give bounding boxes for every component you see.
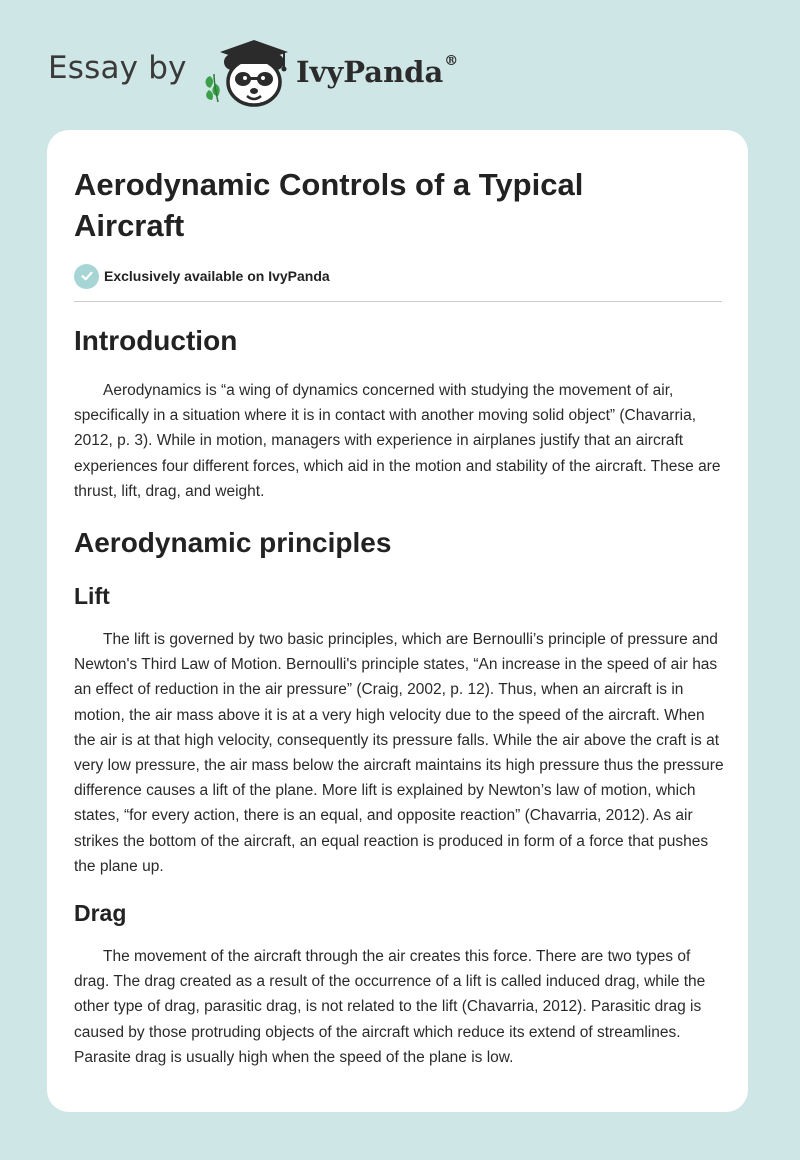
divider — [74, 301, 722, 302]
registered-mark: ® — [444, 53, 459, 70]
check-circle-icon — [74, 264, 99, 289]
exclusive-label: Exclusively available on IvyPanda — [104, 268, 330, 284]
section-heading-introduction: Introduction — [74, 325, 238, 356]
subsection-heading-lift: Lift — [74, 583, 110, 610]
panda-graduate-logo-icon[interactable] — [200, 36, 292, 108]
ivy-leaf-icon — [206, 74, 220, 102]
paragraph-introduction: Aerodynamics is “a wing of dynamics concerned with studying the movement of air, specifically in a situation where it is in contact with another moving solid object” (Chavarria, 2012, p. 3). While in motion, managers with experience in airplanes justify that an aircraft experiences four different forces, which aid in the motion and stability of the aircraft. These are thrust, lift, drag, and weight. — [74, 382, 721, 500]
subsection-heading-drag: Drag — [74, 900, 127, 927]
site-header — [0, 0, 800, 130]
paragraph-lift: The lift is governed by two basic principles, which are Bernoulli’s principle of pressure and Newton's Third Law of Motion. Bernoulli's principle states, “An increase in the speed of air has an effect of reduction in the air pressure” (Craig, 2002, p. 12). Thus, when an aircraft is in motion, the air mass above it is at a very high velocity due to the speed of the aircraft. When the air is at that high velocity, consequently its pressure falls. While the air above the craft is at very low pressure, the air mass below the aircraft maintains its high pressure thus the pressure difference causes a lift of the plane. More lift is explained by Newton’s law of motion, which states, “for every action, there is an equal, and opposite reaction” (Chavarria, 2012). As air strikes the bottom of the aircraft, an equal reaction is produced in form of a force that pushes the plane up. — [74, 631, 724, 875]
brand-name[interactable] — [296, 55, 458, 89]
page-title: Aerodynamic Controls of a Typical Aircraft — [74, 167, 584, 243]
brand-prefix: Essay by — [48, 50, 187, 86]
essay-card — [47, 130, 748, 1112]
section-heading-aerodynamic-principles: Aerodynamic principles — [74, 527, 392, 559]
exclusive-badge — [74, 263, 722, 289]
brand-name-text: IvyPanda — [296, 55, 444, 89]
paragraph-drag: The movement of the aircraft through the air creates this force. There are two types of drag. The drag created as a result of the occurrence of a lift is called induced drag, while the other type of drag, parasitic drag, is not related to the lift (Chavarria, 2012). Parasitic drag is caused by those protruding objects of the aircraft which reduce its extend of streamlines. Parasite drag is usually high when the speed of the plane is low. — [74, 948, 706, 1066]
